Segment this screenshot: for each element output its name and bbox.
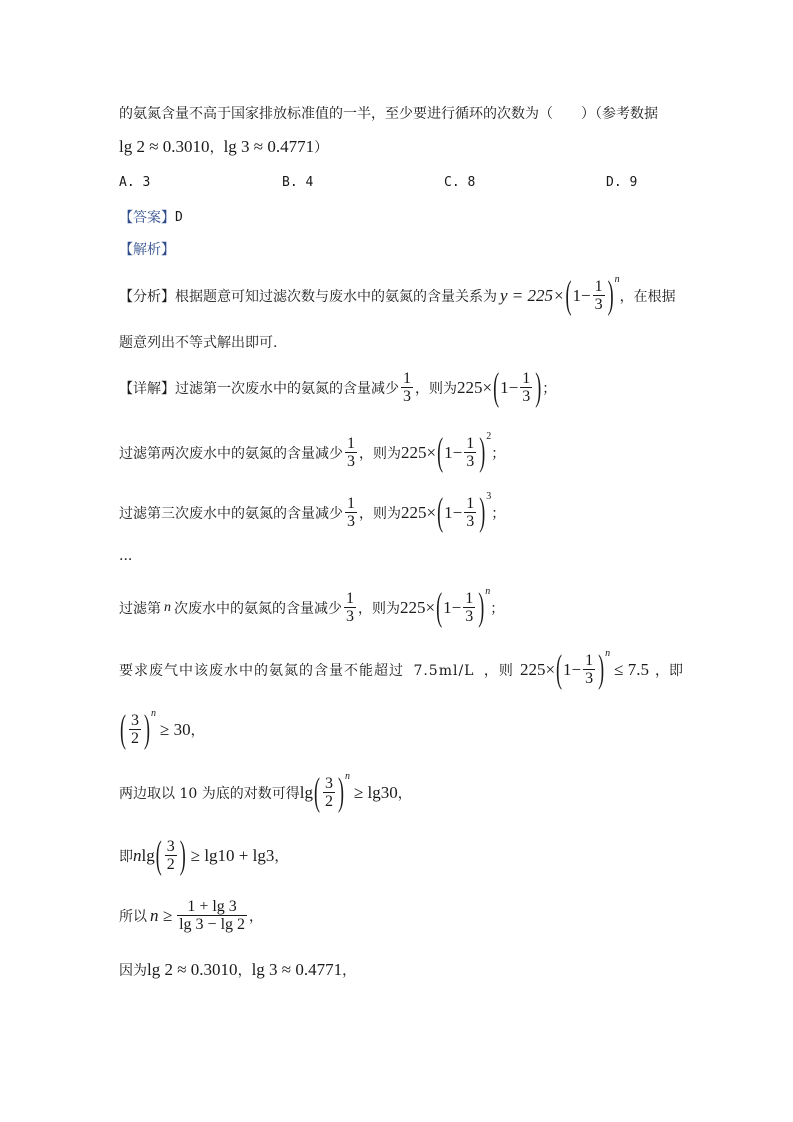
right-paren: ) bbox=[337, 769, 344, 814]
semicolon: ； bbox=[490, 600, 505, 617]
fraction: $\frac{1}{3}$ bbox=[347, 435, 355, 470]
left-paren: ( bbox=[556, 646, 563, 691]
option-d: D. 9 bbox=[606, 175, 638, 190]
step1-rhs: ≥ 30 bbox=[160, 719, 191, 739]
n-var: n bbox=[133, 845, 142, 865]
suoyi-step bbox=[119, 898, 263, 933]
one-minus: 1− bbox=[500, 377, 519, 397]
ref-sep: ， bbox=[209, 140, 224, 156]
detail-step-3-text: 过滤第三次废水中的氨氮的含量减少 bbox=[119, 505, 343, 522]
semicolon: ； bbox=[491, 445, 506, 462]
right-paren: ) bbox=[535, 364, 542, 409]
answer-tag: 【答案】 bbox=[119, 210, 175, 226]
fraction: $\frac{3}{2}$ bbox=[166, 838, 175, 873]
option-c: C. 8 bbox=[444, 175, 476, 190]
detail-step-n bbox=[119, 584, 505, 629]
n-inequality: n ≥ bbox=[150, 905, 173, 925]
left-paren: ( bbox=[120, 706, 126, 751]
requirement-text: 要求废气中该废水中的氨氮的含量不能超过 7.5ml/L ，则 bbox=[119, 662, 514, 679]
one-minus: 1− bbox=[443, 597, 462, 617]
ji-rhs: ≥ lg10 + lg3 bbox=[190, 845, 275, 865]
detail-step-2 bbox=[119, 429, 506, 474]
comma: ， bbox=[249, 908, 264, 925]
coefficient: 225× bbox=[400, 597, 436, 617]
analysis-text-2: ，在根据 bbox=[619, 288, 676, 305]
left-paren: ( bbox=[437, 489, 444, 534]
requirement-line bbox=[119, 646, 683, 691]
analysis-tag: 【分析】 bbox=[119, 288, 175, 305]
ref-close: ） bbox=[314, 140, 329, 156]
left-paren: ( bbox=[565, 272, 572, 317]
lg: lg bbox=[299, 782, 313, 802]
left-paren: ( bbox=[155, 832, 162, 877]
suoyi-text: 所以 bbox=[119, 908, 147, 925]
one-minus: 1− bbox=[444, 502, 463, 522]
yinwei-step bbox=[119, 960, 356, 980]
comma: ， bbox=[397, 785, 412, 802]
exponent: 3 bbox=[486, 491, 492, 502]
left-paren: ( bbox=[493, 364, 500, 409]
right-paren: ) bbox=[479, 429, 486, 474]
right-paren: ) bbox=[479, 489, 486, 534]
coefficient: 225× bbox=[401, 442, 437, 462]
ji-text: 即 bbox=[119, 848, 133, 865]
analysis-text-1: 根据题意可知过滤次数与废水中的氨氮的含量关系为 bbox=[175, 288, 497, 305]
analysis-formula-lhs: y = 225× bbox=[500, 285, 565, 305]
fraction: $\frac{1}{3}$ bbox=[466, 435, 475, 470]
dots: ... bbox=[119, 548, 133, 564]
coefficient: 225× bbox=[519, 659, 556, 679]
yw-lg2: lg 2 ≈ 0.3010 bbox=[147, 960, 238, 979]
ref-lg3: lg 3 ≈ 0.4771 bbox=[223, 137, 315, 156]
comma: ， bbox=[237, 963, 252, 979]
n-var: n bbox=[164, 599, 171, 615]
comma: ， bbox=[190, 722, 205, 739]
exponent: n bbox=[344, 771, 350, 782]
exponent: n bbox=[151, 708, 156, 719]
semicolon: ； bbox=[542, 380, 557, 397]
coefficient: 225× bbox=[457, 377, 493, 397]
fraction: $\frac{1}{3}$ bbox=[346, 590, 354, 625]
question-reference-data bbox=[119, 137, 328, 157]
log-step bbox=[119, 769, 412, 814]
exponent: n bbox=[485, 586, 491, 597]
inequality-step-1 bbox=[119, 706, 205, 751]
log-text: 两边取以 10 为底的对数可得 bbox=[119, 785, 300, 802]
comma: ， bbox=[342, 963, 357, 979]
fraction: $\frac{1}{3}$ bbox=[466, 495, 475, 530]
one-minus: 1− bbox=[572, 285, 591, 305]
right-paren: ) bbox=[607, 272, 614, 317]
question-text: 的氨氮含量不高于国家排放标准值的一半，至少要进行循环的次数为（ ）（参考数据 bbox=[119, 106, 658, 122]
ji-step bbox=[119, 832, 289, 877]
left-paren: ( bbox=[313, 769, 320, 814]
detail-step-n-text-a: 过滤第 bbox=[119, 600, 161, 617]
exponent: n bbox=[605, 648, 611, 659]
answer-line bbox=[119, 207, 183, 227]
requirement-rhs: ≤ 7.5 bbox=[614, 659, 649, 679]
left-paren: ( bbox=[437, 429, 444, 474]
option-b: B. 4 bbox=[282, 175, 314, 190]
detail-step-2-text: 过滤第两次废水中的氨氮的含量减少 bbox=[119, 445, 343, 462]
fraction: $\frac{1}{3}$ bbox=[465, 590, 474, 625]
then-text: ，则为 bbox=[359, 505, 401, 522]
jiexi-line bbox=[119, 239, 175, 259]
fraction: $\frac{1}{3}$ bbox=[594, 278, 603, 313]
one-minus: 1− bbox=[444, 442, 463, 462]
detail-tag: 【详解】 bbox=[119, 380, 175, 397]
fraction: $\frac{1}{3}$ bbox=[347, 495, 355, 530]
option-a: A. 3 bbox=[119, 175, 151, 190]
log-rhs: ≥ lg30 bbox=[353, 782, 398, 802]
suoyi-fraction: $\frac{1 + \lg 3}{\lg 3 - \lg 2}$ bbox=[179, 898, 246, 933]
coefficient: 225× bbox=[401, 502, 437, 522]
analysis-line-2 bbox=[119, 332, 277, 352]
semicolon: ； bbox=[491, 505, 506, 522]
jiexi-tag: 【解析】 bbox=[119, 242, 175, 258]
yinwei-text: 因为 bbox=[119, 963, 147, 979]
one-minus: 1− bbox=[563, 659, 582, 679]
ellipsis bbox=[119, 548, 132, 564]
then-text: ，则为 bbox=[358, 600, 400, 617]
fraction: $\frac{3}{2}$ bbox=[324, 775, 333, 810]
exponent: 2 bbox=[486, 431, 492, 442]
exponent: n bbox=[614, 274, 620, 285]
detail-step-3 bbox=[119, 489, 506, 534]
then-text: ，则为 bbox=[415, 380, 457, 397]
detail-step-1 bbox=[119, 364, 557, 409]
detail-step-n-text-b: 次废水中的氨氮的含量减少 bbox=[174, 600, 342, 617]
requirement-end: ，即 bbox=[654, 662, 683, 679]
comma: ， bbox=[274, 848, 289, 865]
answer-value: D bbox=[175, 209, 183, 225]
yw-lg3: lg 3 ≈ 0.4771 bbox=[251, 960, 343, 979]
fraction: $\frac{3}{2}$ bbox=[131, 712, 139, 747]
question-line-1 bbox=[119, 103, 658, 123]
right-paren: ) bbox=[144, 706, 150, 751]
right-paren: ) bbox=[598, 646, 605, 691]
fraction: $\frac{1}{3}$ bbox=[403, 370, 411, 405]
lg: lg bbox=[141, 845, 155, 865]
fraction: $\frac{1}{3}$ bbox=[585, 652, 594, 687]
right-paren: ) bbox=[478, 584, 485, 629]
then-text: ，则为 bbox=[359, 445, 401, 462]
right-paren: ) bbox=[179, 832, 186, 877]
left-paren: ( bbox=[436, 584, 443, 629]
fraction: $\frac{1}{3}$ bbox=[522, 370, 531, 405]
detail-step-1-text: 过滤第一次废水中的氨氮的含量减少 bbox=[175, 380, 399, 397]
analysis-text-3: 题意列出不等式解出即可. bbox=[119, 335, 278, 351]
analysis-line-1 bbox=[119, 272, 676, 317]
ref-lg2: lg 2 ≈ 0.3010 bbox=[119, 137, 210, 156]
